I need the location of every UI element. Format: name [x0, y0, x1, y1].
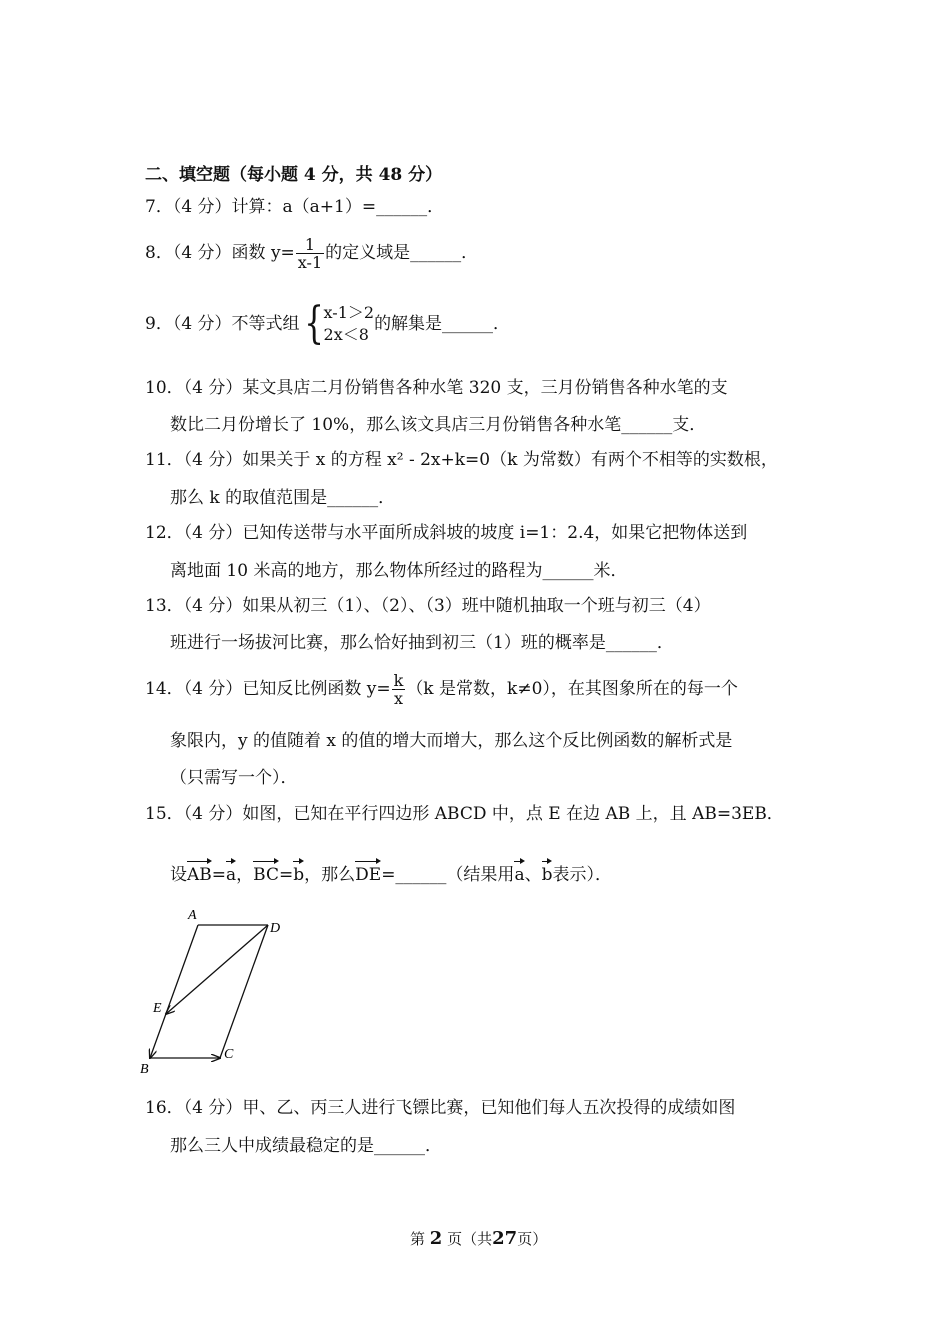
question-16-line-2: 那么三人中成绩最稳定的是______．: [170, 1136, 442, 1156]
q15-comma: ，: [236, 865, 254, 885]
vector-b-ref: b: [541, 865, 553, 885]
label-d: D: [270, 921, 281, 936]
q15-end: 表示）．: [552, 865, 612, 885]
q15-blank: =______（结果用: [381, 865, 515, 885]
question-10-line-2: 数比二月份增长了 10%，那么该文具店三月份销售各种水笔______支．: [170, 415, 707, 435]
question-13-line-2: 班进行一场拔河比赛，那么恰好抽到初三（1）班的概率是______．: [170, 633, 674, 653]
question-14-suffix: （k 是常数，k≠0），在其图象所在的每一个: [406, 679, 738, 699]
question-12-line-1: 12．（4 分）已知传送带与水平面所成斜坡的坡度 i=1：2.4，如果它把物体送到: [145, 523, 748, 543]
fraction-1-over-x-minus-1: [296, 236, 324, 271]
q15-sep: 、: [524, 865, 542, 885]
question-14-line-1: [145, 672, 738, 707]
question-8: [145, 236, 478, 271]
fraction-numerator: 1: [296, 236, 324, 254]
brace-symbol: {: [303, 298, 324, 349]
question-12-line-2: 离地面 10 米高的地方，那么物体所经过的路程为______米．: [170, 561, 628, 581]
question-14-line-2: 象限内，y 的值随着 x 的值的增大而增大，那么这个反比例函数的解析式是: [170, 731, 733, 751]
footer-prefix: 第: [410, 1230, 426, 1248]
question-16-line-1: 16．（4 分）甲、乙、丙三人进行飞镖比赛，已知他们每人五次投得的成绩如图: [145, 1098, 736, 1118]
fraction-k-over-x: [392, 672, 406, 707]
question-15-line-2: [170, 864, 612, 886]
question-9: [145, 298, 511, 349]
question-7: 7．（4 分）计算：a（a+1）=______．: [145, 197, 445, 217]
footer-suffix: 页）: [517, 1230, 548, 1248]
footer-middle: 页（共: [447, 1230, 493, 1248]
vector-a-ref: a: [514, 865, 525, 885]
current-page-number: 2: [429, 1228, 443, 1249]
vector-de: DE: [355, 865, 382, 885]
q15-then: ，那么: [304, 865, 356, 885]
section-title: 二、填空题（每小题 4 分，共 48 分）: [145, 165, 443, 185]
vector-b: b: [293, 865, 305, 885]
question-11-line-1: 11．（4 分）如果关于 x 的方程 x² - 2x+k=0（k 为常数）有两个不相等的实数根，: [145, 450, 778, 470]
question-8-prefix: 8．（4 分）函数 y=: [145, 243, 295, 263]
q15-set: 设: [170, 865, 187, 885]
inequality-1: x-1＞2: [323, 303, 375, 322]
parallelogram-figure: [130, 900, 300, 1080]
question-8-suffix: 的定义域是______．: [325, 243, 479, 263]
label-b: B: [140, 1062, 149, 1077]
total-pages: 27: [492, 1228, 518, 1249]
question-15-line-1: 15．（4 分）如图，已知在平行四边形 ABCD 中，点 E 在边 AB 上，且 AB=3EB．: [145, 804, 784, 824]
q15-eq2: =: [279, 865, 294, 885]
inequality-system: [324, 302, 375, 346]
vector-ab: AB: [187, 865, 212, 885]
label-c: C: [224, 1047, 234, 1062]
side-dc: [220, 925, 268, 1058]
q15-eq1: =: [211, 865, 227, 885]
inequality-2: 2x＜8: [323, 325, 369, 344]
question-11-line-2: 那么 k 的取值范围是______．: [170, 488, 396, 508]
fraction-denominator: x-1: [297, 253, 323, 272]
question-9-prefix: 9．（4 分）不等式组: [145, 314, 300, 334]
question-9-suffix: 的解集是______．: [374, 314, 511, 334]
fraction-numerator: k: [393, 671, 404, 690]
vector-a: a: [226, 865, 237, 885]
label-a: A: [188, 908, 197, 923]
fraction-denominator: x: [393, 689, 403, 708]
label-e: E: [153, 1001, 162, 1016]
question-13-line-1: 13．（4 分）如果从初三（1）、（2）、（3）班中随机抽取一个班与初三（4）: [145, 596, 711, 616]
question-14-prefix: 14．（4 分）已知反比例函数 y=: [145, 679, 391, 699]
question-14-line-3: （只需写一个）．: [170, 768, 298, 788]
page-footer: [410, 1228, 547, 1249]
question-10-line-1: 10．（4 分）某文具店二月份销售各种水笔 320 支，三月份销售各种水笔的支: [145, 378, 728, 398]
vector-bc: BC: [253, 865, 279, 885]
